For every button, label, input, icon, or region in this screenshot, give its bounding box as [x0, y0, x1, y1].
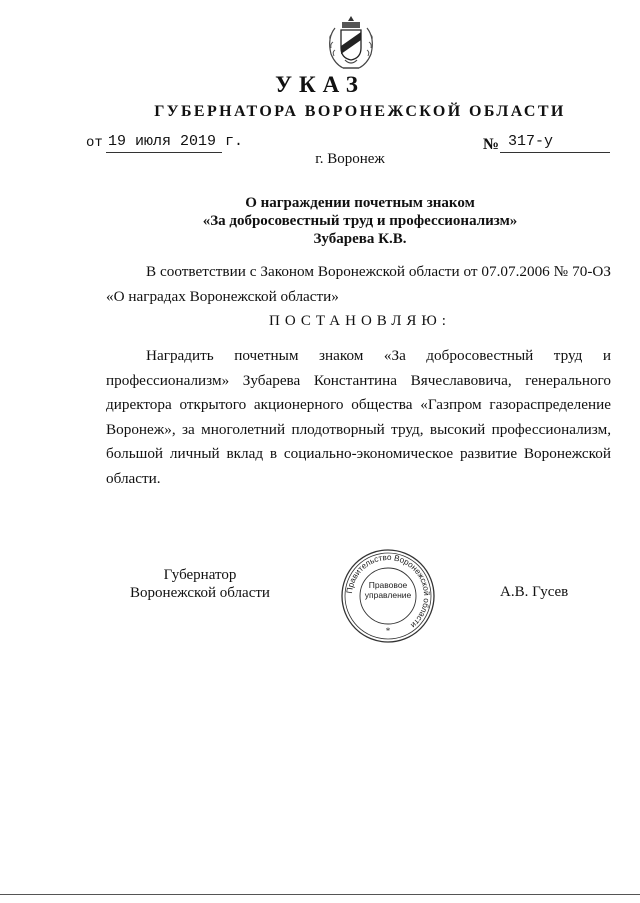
heading-line-1: О награждении почетным знаком [245, 195, 475, 211]
intro-paragraph: В соответствии с Законом Воронежской области от 07.07.2006 № 70-ОЗ «О наградах Воронежской области» [106, 263, 611, 305]
document-city: г. Воронеж [315, 151, 385, 167]
position-line-1: Губернатор [163, 567, 237, 583]
coat-of-arms-icon [325, 12, 377, 76]
stamp-inner-line-1: Правовое [368, 580, 408, 590]
signatory-position [110, 566, 290, 602]
document-number: 317-у [508, 133, 554, 150]
number-label: № [483, 136, 500, 153]
position-line-2: Воронежской области [130, 585, 270, 601]
document-heading [160, 194, 560, 248]
document-title: УКАЗ [275, 72, 365, 97]
date-prefix: от [86, 135, 103, 151]
stamp-star: * [385, 626, 391, 636]
page-bottom-edge [0, 894, 640, 895]
heading-line-2: «За добросовестный труд и профессионализм» [202, 213, 518, 229]
stamp-ring-text: Правительство Воронежской области [345, 552, 432, 630]
document-subtitle: ГУБЕРНАТОРА ВОРОНЕЖСКОЙ ОБЛАСТИ [154, 103, 566, 120]
decree-word: ПОСТАНОВЛЯЮ: [269, 313, 451, 329]
stamp-inner-line-2: управление [364, 590, 412, 600]
heading-line-3: Зубарева К.В. [313, 231, 407, 247]
stamp-inner-text [360, 580, 416, 600]
document-date: 19 июля 2019 г. [108, 133, 244, 150]
decree-paragraph: Наградить почетным знаком «За добросовестный труд и профессионализм» Зубарева Константина Вячеславовича, генерального директора открытого акционерного общества «Газпром газораспределение Воронеж», за многолетний плодотворный труд, высокий профессионализм, большой личный вклад в социально-экономическое развитие Воронежской области. [106, 347, 611, 487]
signatory-name: А.В. Гусев [500, 584, 569, 600]
